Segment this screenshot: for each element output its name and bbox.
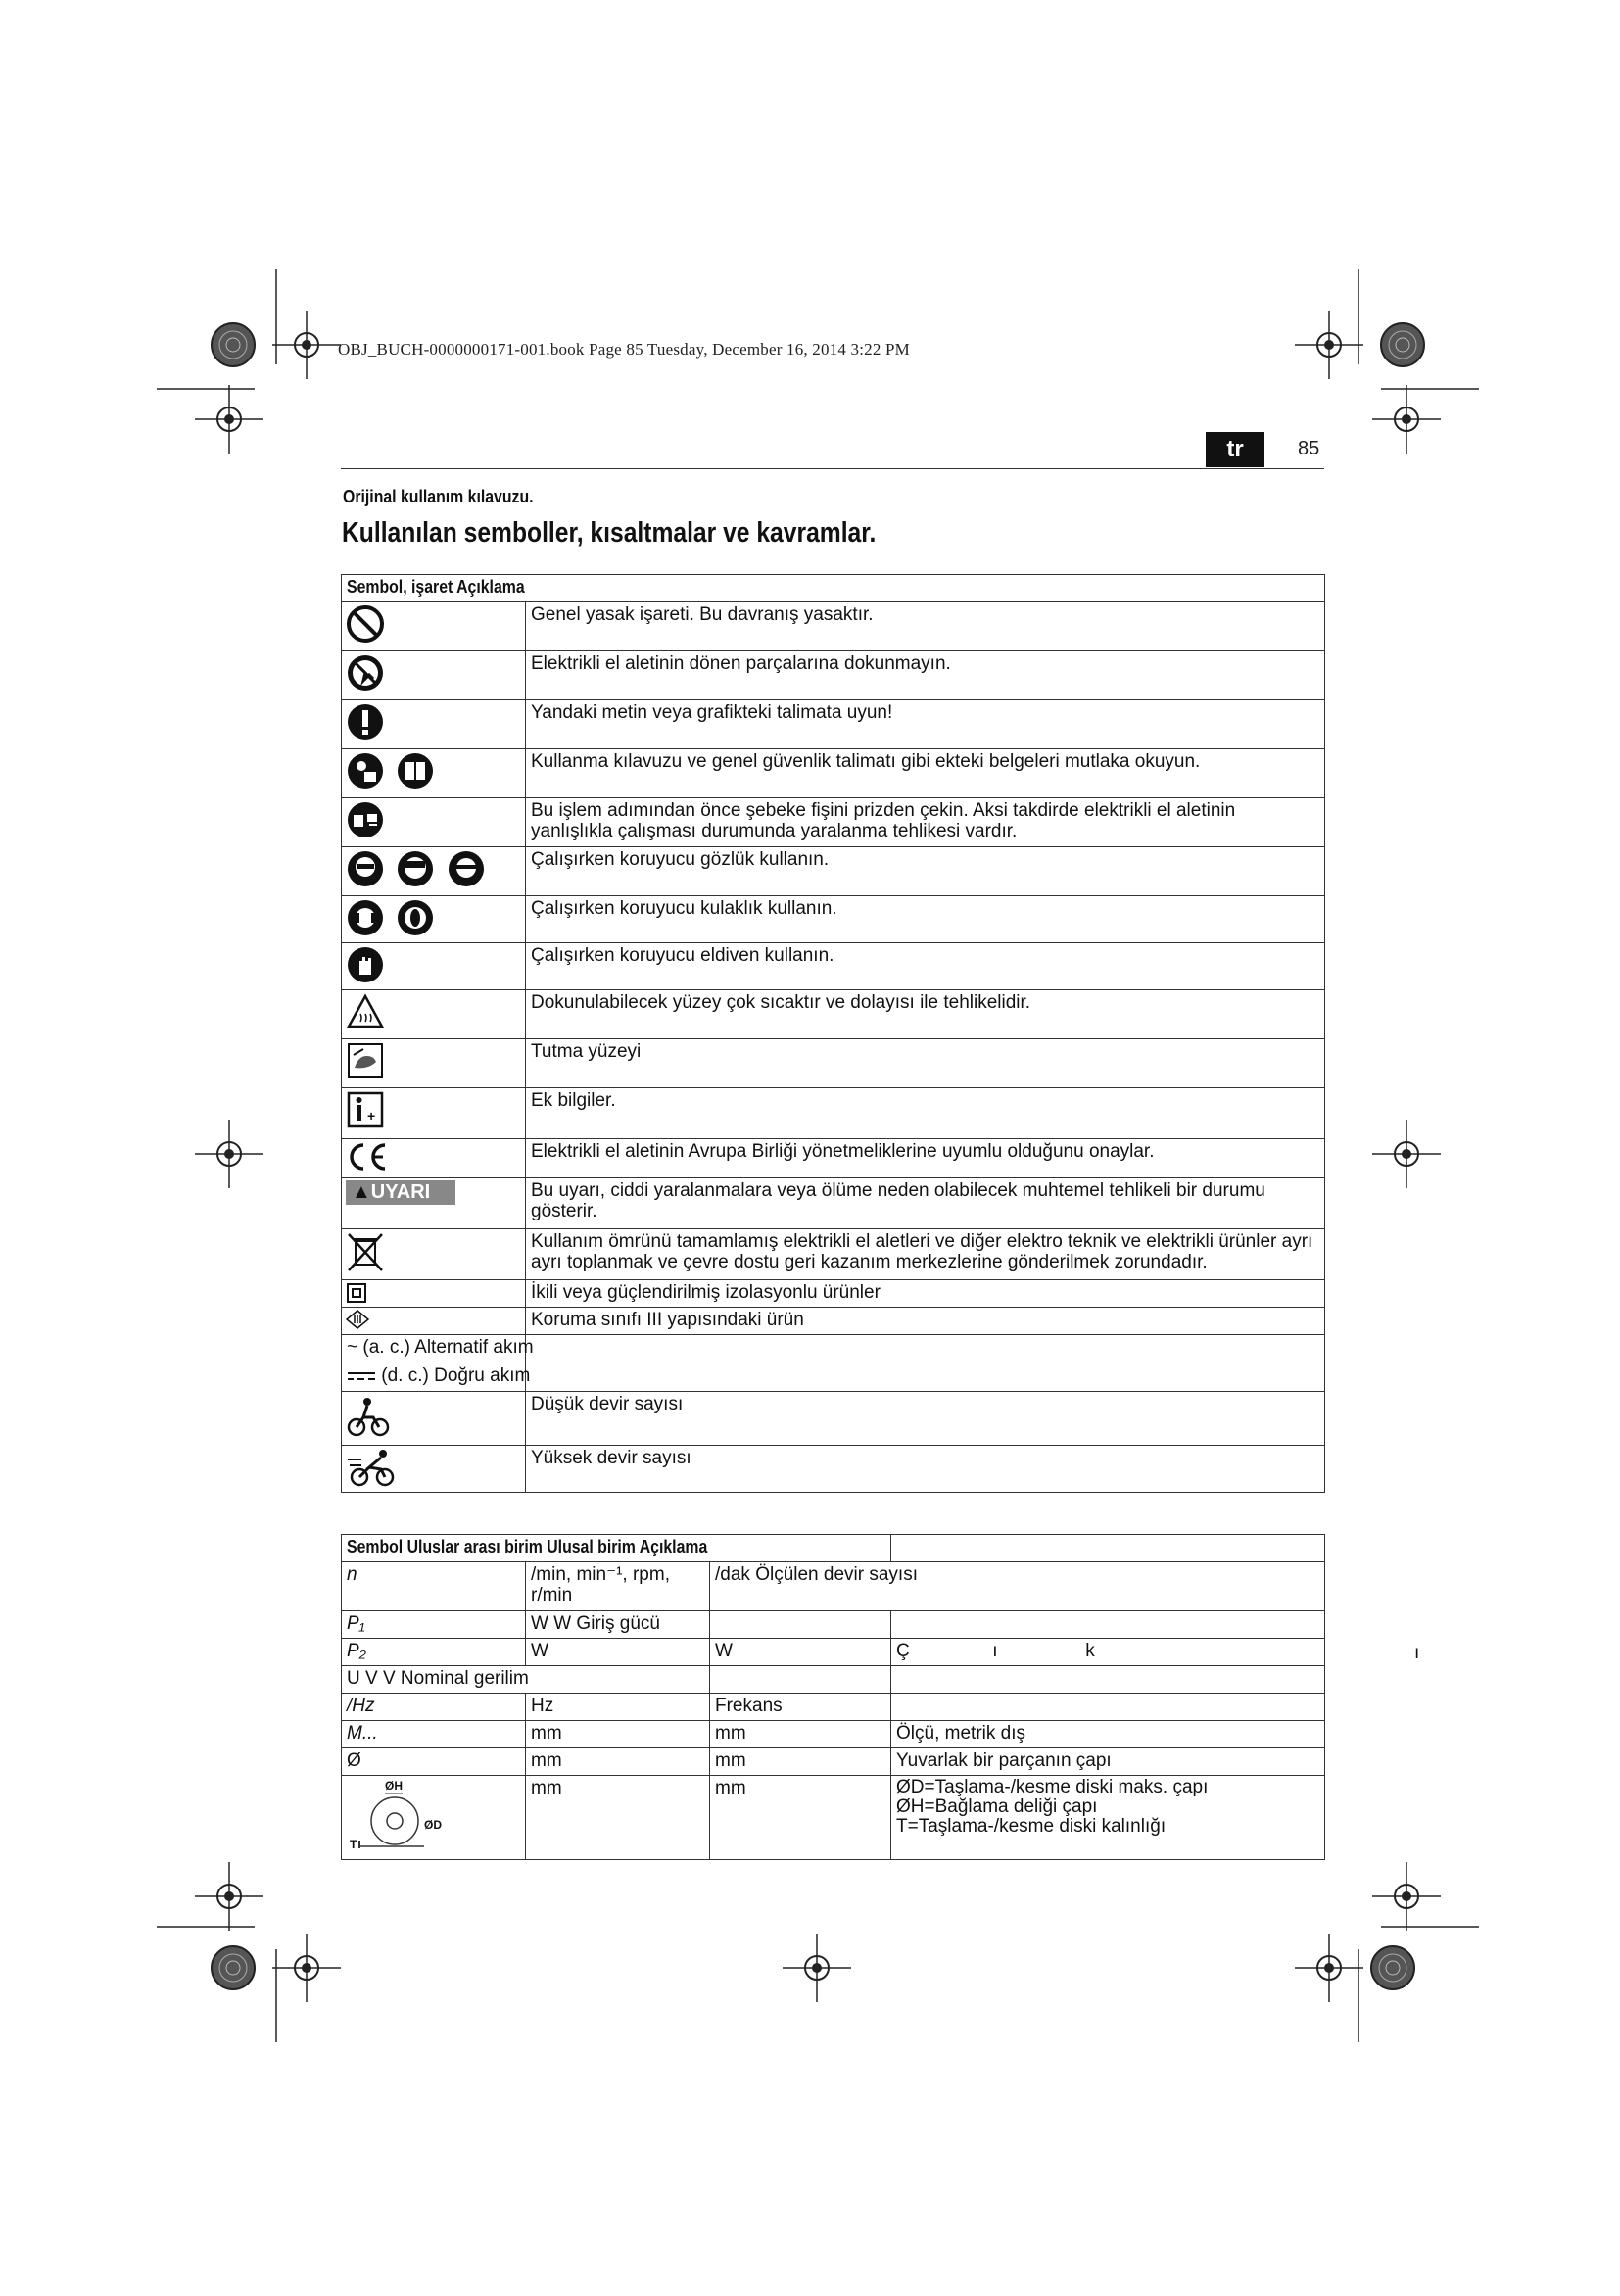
unit-description: Yuvarlak bir parçanın çapı [891,1748,1325,1776]
symbol-description: Çalışırken koruyucu kulaklık kullanın. [526,896,1325,943]
unit-national [710,1611,891,1639]
symbol-description: Düşük devir sayısı [526,1392,1325,1446]
symbol-description: Elektrikli el aletinin Avrupa Birliği yönetmeliklerine uyumlu olduğunu onaylar. [526,1139,1325,1178]
symbols-table [341,574,1325,1493]
unit-national: /dak Ölçülen devir sayısı [710,1562,1325,1611]
print-header: OBJ_BUCH-0000000171-001.book Page 85 Tuesday, December 16, 2014 3:22 PM [338,340,910,359]
unit-description [891,1666,1325,1694]
symbol-description: Yüksek devir sayısı [526,1446,1325,1493]
do-not-touch-rotating-parts-icon [346,653,385,693]
unit-symbol: n [342,1562,526,1611]
unit-symbol: P₁ [342,1611,526,1639]
symbol-cell [342,1178,526,1229]
unit-symbol: P₂ [342,1639,526,1666]
symbol-description: Koruma sınıfı III yapısındaki ürün [526,1308,1325,1335]
symbol-cell [342,651,526,700]
ac-row-label: ~ (a. c.) Alternatif akım [342,1335,526,1363]
disc-desc-line: ØD=Taşlama-/kesme diski maks. çapı [896,1777,1209,1797]
unit-national: mm [710,1776,891,1860]
grinding-disc-diagram-icon [346,1778,463,1852]
symbol-cell [342,847,526,896]
cyclist-slow-icon [346,1394,391,1439]
diagram-label-t: T [350,1838,357,1851]
mandatory-instruction-icon [346,702,385,741]
symbol-cell [342,798,526,847]
page-number: 85 [1298,438,1320,459]
unit-description: Ç ı k [891,1639,1325,1666]
unit-national: Frekans [710,1694,891,1721]
grip-surface-icon [346,1041,385,1080]
symbol-description: Bu uyarı, ciddi yaralanmalara veya ölüme neden olabilecek muhtemel tehlikeli bir durumu gösterir. [526,1178,1325,1229]
safety-goggles-icon [346,849,385,888]
unit-international: W [526,1639,710,1666]
ce-mark-icon [346,1141,389,1172]
diagram-label-od: ØD [424,1818,442,1832]
language-tab: tr [1206,432,1264,467]
symbol-cell [342,1446,526,1493]
hot-surface-warning-icon [346,992,385,1031]
manual-book-icon [396,751,435,790]
unit-nominal-voltage: U V V Nominal gerilim [342,1666,710,1694]
unit-international: /min, min⁻¹, rpm, r/min [526,1562,710,1611]
unit-description-disc [891,1776,1325,1860]
symbol-cell [342,1308,526,1335]
unit-symbol: Ø [342,1748,526,1776]
unit-national: W [710,1639,891,1666]
protective-glasses-icon [447,849,486,888]
symbol-cell [342,1039,526,1088]
direct-current-icon [347,1369,376,1383]
ac-row-empty [526,1335,1325,1363]
warning-label-text: UYARI [370,1181,431,1203]
document-subtitle: Orijinal kullanım kılavuzu. [343,487,534,506]
symbol-cell [342,990,526,1039]
cyclist-fast-icon [346,1448,401,1487]
symbol-description: Ek bilgiler. [526,1088,1325,1139]
symbol-description: Çalışırken koruyucu eldiven kullanın. [526,943,1325,990]
unit-international: W W Giriş gücü [526,1611,710,1639]
unit-international: mm [526,1748,710,1776]
diagram-label-oh: ØH [385,1779,403,1793]
dc-row-text: (d. c.) Doğru akım [381,1365,531,1386]
unit-national [710,1666,891,1694]
symbol-description: Elektrikli el aletinin dönen parçalarına dokunmayın. [526,651,1325,700]
unit-national: mm [710,1721,891,1748]
disc-desc-line: T=Taşlama-/kesme diski kalınlığı [896,1816,1167,1837]
symbol-cell [342,602,526,651]
weee-bin-icon [346,1231,385,1274]
disc-diagram-cell [342,1776,526,1860]
symbol-description: Bu işlem adımından önce şebeke fişini prizden çekin. Aksi takdirde elektrikli el aletinin yanlışlıkla çalışması durumunda yaralanma tehlikesi vardır. [526,798,1325,847]
symbol-description: Genel yasak işareti. Bu davranış yasaktır. [526,602,1325,651]
unit-description: Ölçü, metrik dış [891,1721,1325,1748]
symbol-description: Tutma yüzeyi [526,1039,1325,1088]
warning-label-icon: ▲UYARI [346,1180,455,1205]
symbol-cell [342,1088,526,1139]
additional-info-icon [346,1090,385,1129]
document-title: Kullanılan semboller, kısaltmalar ve kavramlar. [342,517,877,549]
symbol-cell [342,1139,526,1178]
protection-class-3-icon [346,1310,369,1329]
symbol-cell [342,1229,526,1280]
read-manual-icon [346,751,385,790]
symbol-cell [342,749,526,798]
unit-symbol: M... [342,1721,526,1748]
unit-international: mm [526,1721,710,1748]
unit-description [891,1694,1325,1721]
protective-gloves-icon [346,945,385,984]
dc-row-label [342,1363,531,1392]
unplug-mains-icon [346,800,385,839]
symbol-cell [342,1280,526,1308]
face-shield-icon [396,849,435,888]
unit-symbol: /Hz [342,1694,526,1721]
symbol-cell [342,896,526,943]
symbol-cell [342,700,526,749]
unit-description [891,1611,1325,1639]
ear-muffs-icon [396,898,435,937]
ear-protection-icon [346,898,385,937]
stray-character: ı [1414,1643,1420,1663]
symbol-description: İkili veya güçlendirilmiş izolasyonlu ürünler [526,1280,1325,1308]
symbol-description: Yandaki metin veya grafikteki talimata uyun! [526,700,1325,749]
symbol-description: Kullanma kılavuzu ve genel güvenlik talimatı gibi ekteki belgeleri mutlaka okuyun. [526,749,1325,798]
prohibition-icon [346,604,385,644]
disc-desc-line: ØH=Bağlama deliği çapı [896,1796,1098,1817]
svg-text:+: + [367,1108,376,1124]
symbol-description: Dokunulabilecek yüzey çok sıcaktır ve dolayısı ile tehlikelidir. [526,990,1325,1039]
double-insulation-icon [346,1282,367,1304]
units-header-empty [891,1535,1325,1562]
symbol-cell [342,943,526,990]
dc-row-empty [526,1363,1325,1392]
unit-international: mm [526,1776,710,1860]
symbol-description: Kullanım ömrünü tamamlamış elektrikli el aletleri ve diğer elektro teknik ve elektrikli ürünler ayrı ayrı toplanmak ve çevre dostu geri kazanım merkezlerine gönderilmek zorundadır. [526,1229,1325,1280]
symbol-description: Çalışırken koruyucu gözlük kullanın. [526,847,1325,896]
units-table [341,1534,1325,1860]
header-rule [341,468,1324,469]
symbols-table-header: Sembol, işaret Açıklama [342,575,1325,602]
unit-national: mm [710,1748,891,1776]
symbol-cell [342,1392,526,1446]
unit-international: Hz [526,1694,710,1721]
units-table-header: Sembol Uluslar arası birim Ulusal birim Açıklama [342,1535,891,1562]
